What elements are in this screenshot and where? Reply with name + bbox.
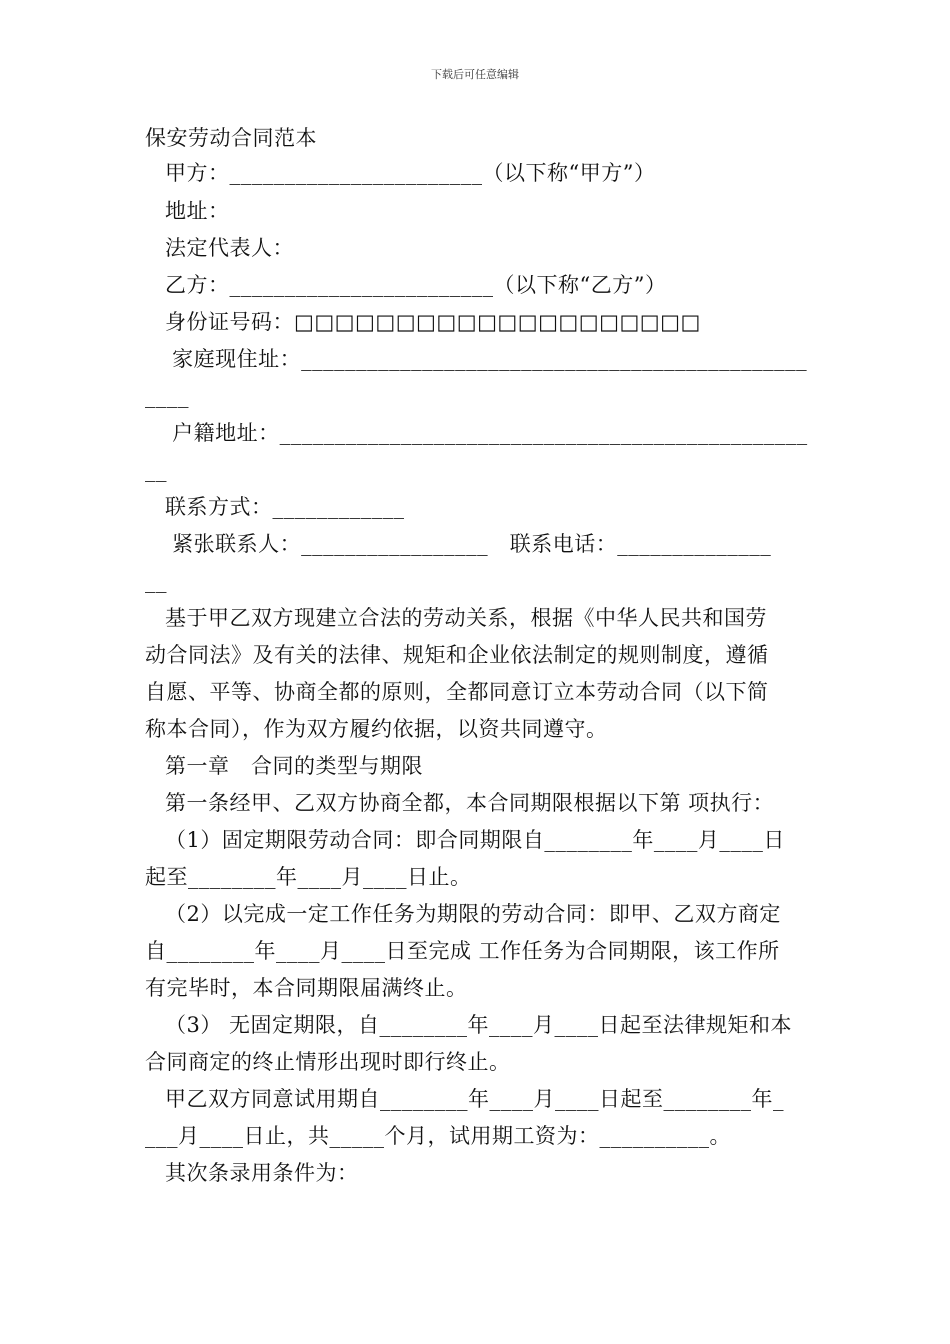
party-a-line: 甲方：_______________________（以下称“甲方”） — [165, 161, 656, 185]
clause-2-line-2: 自________年____月____日至完成 工作任务为合同期限，该工作所 — [145, 939, 780, 963]
clause-2-line-1: （2）以完成一定工作任务为期限的劳动合同：即甲、乙双方商定 — [165, 902, 781, 926]
home-address-line: 家庭现住址：______________________________________________ — [165, 347, 808, 371]
probation-line-2: ___月____日止，共_____个月，试用期工资为：__________。 — [145, 1124, 731, 1148]
clause-2-line-3: 有完毕时，本合同期限届满终止。 — [145, 976, 468, 1000]
preamble-line-3: 自愿、平等、协商全都的原则，全都同意订立本劳动合同（以下简 — [145, 680, 769, 704]
chapter-heading: 第一章 合同的类型与期限 — [165, 754, 423, 778]
clause-3-line-2: 合同商定的终止情形出现时即行终止。 — [145, 1050, 511, 1074]
probation-line-1: 甲乙双方同意试用期自________年____月____日起至________年_ — [165, 1087, 784, 1111]
page-header: 下载后可任意编辑 — [431, 68, 519, 81]
household-address-cont: __ — [145, 458, 167, 482]
article-2-line: 其次条录用条件为： — [165, 1161, 359, 1185]
preamble-line-4: 称本合同），作为双方履约依据，以资共同遵守。 — [145, 717, 608, 741]
household-address-line: 户籍地址：________________________________________________ — [165, 421, 808, 445]
article-1-line: 第一条经甲、乙双方协商全都，本合同期限根据以下第 项执行： — [165, 791, 775, 815]
emergency-contact-line: 紧张联系人：_________________ 联系电话：______________ — [165, 532, 772, 556]
id-number-line: 身份证号码：□□□□□□□□□□□□□□□□□□□□ — [165, 310, 701, 334]
preamble-line-1: 基于甲乙双方现建立合法的劳动关系，根据《中华人民共和国劳 — [165, 606, 767, 630]
contact-line: 联系方式：____________ — [165, 495, 405, 519]
clause-1-line-1: （1）固定期限劳动合同：即合同期限自________年____月____日 — [165, 828, 785, 852]
clause-1-line-2: 起至________年____月____日止。 — [145, 865, 472, 889]
party-b-line: 乙方：________________________（以下称“乙方”） — [165, 273, 667, 297]
clause-3-line-1: （3） 无固定期限，自________年____月____日起至法律规矩和本 — [165, 1013, 793, 1037]
address-line: 地址： — [165, 199, 230, 223]
home-address-cont: ____ — [145, 384, 189, 408]
emergency-contact-cont: __ — [145, 569, 167, 593]
doc-title: 保安劳动合同范本 — [145, 126, 317, 150]
preamble-line-2: 动合同法》及有关的法律、规矩和企业依法制定的规则制度，遵循 — [145, 643, 769, 667]
legal-rep-line: 法定代表人： — [165, 236, 294, 260]
